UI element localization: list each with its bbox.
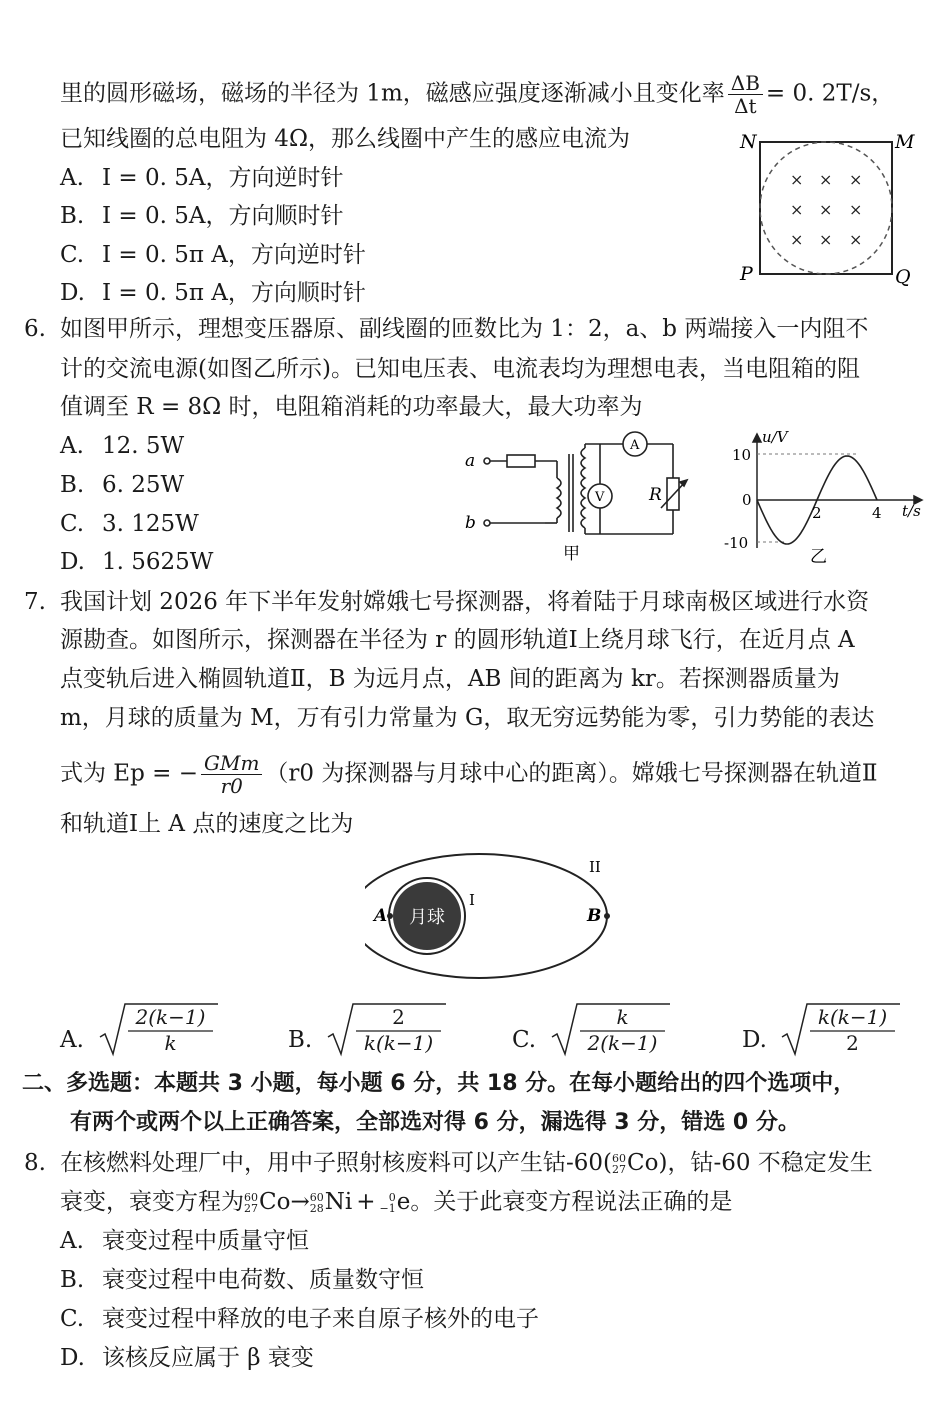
label-p: P xyxy=(740,263,753,285)
graph-caption: 乙 xyxy=(810,547,827,567)
y-tick-neg10: -10 xyxy=(724,534,749,552)
svg-text:×: × xyxy=(849,230,863,249)
q5-option-b[interactable]: B. I = 0. 5A，方向顺时针 xyxy=(60,203,344,229)
q7-line6: 和轨道Ⅰ上 A 点的速度之比为 xyxy=(60,811,354,837)
q8-number: 8. xyxy=(24,1150,46,1176)
svg-text:×: × xyxy=(790,230,804,249)
orbit-figure xyxy=(365,850,625,990)
moon-label: 月球 xyxy=(409,907,445,928)
q7-line3: 点变轨后进入椭圆轨道Ⅱ，B 为远月点，AB 间的距离为 kr。若探测器质量为 xyxy=(60,666,840,692)
point-b-label: B xyxy=(587,906,602,926)
q7-line1: 我国计划 2026 年下半年发射嫦娥七号探测器，将着陆于月球南极区域进行水资 xyxy=(60,589,870,615)
section2-heading-line1: 二、多选题：本题共 3 小题，每小题 6 分，共 18 分。在每小题给出的四个选项中， xyxy=(22,1071,856,1096)
q5-option-a[interactable]: A. I = 0. 5A，方向逆时针 xyxy=(60,165,344,191)
svg-text:×: × xyxy=(790,170,804,189)
circuit-caption: 甲 xyxy=(563,544,580,564)
terminal-b-label: b xyxy=(465,513,476,533)
q8-option-b[interactable]: B. 衰变过程中电荷数、质量数守恒 xyxy=(60,1267,424,1293)
field-crosses xyxy=(790,170,862,249)
q8-option-c[interactable]: C. 衰变过程中释放的电子来自原子核外的电子 xyxy=(60,1306,539,1332)
electron-particle: 0 −1 e xyxy=(379,1189,411,1215)
svg-text:×: × xyxy=(849,200,863,219)
coil-field-figure xyxy=(735,128,915,288)
rate-fraction: $\frac{\Delta B}{\Delta t}$ xyxy=(728,72,763,117)
y-tick-10: 10 xyxy=(732,446,752,464)
nickel-nuclide: 60 28 Ni xyxy=(309,1189,353,1215)
ep-fraction: $\frac{\text{GMm}}{r0}$ xyxy=(201,752,262,797)
x-axis-label: t/s xyxy=(902,502,921,520)
q5-option-d[interactable]: D. I = 0. 5π A，方向顺时针 xyxy=(60,280,366,306)
cobalt-nuclide: 60 27 Co xyxy=(612,1150,659,1176)
label-n: N xyxy=(740,131,757,153)
secondary-coil xyxy=(581,448,585,528)
q6-line1: 如图甲所示，理想变压器原、副线圈的匝数比为 1：2，a、b 两端接入一内阻不 xyxy=(60,316,869,342)
label-m: M xyxy=(895,131,915,153)
ammeter-label: A xyxy=(630,438,640,453)
x-tick-2: 2 xyxy=(812,504,822,522)
point-a-label: A xyxy=(374,906,388,926)
primary-resistor xyxy=(507,455,535,467)
label-q: Q xyxy=(895,266,911,288)
point-a xyxy=(387,913,393,919)
orbit-ii-label: II xyxy=(589,858,601,876)
svg-text:×: × xyxy=(819,170,833,189)
q6-line3: 值调至 R = 8Ω 时，电阻箱消耗的功率最大，最大功率为 xyxy=(60,394,643,420)
q6-option-d[interactable]: D. 1. 5625W xyxy=(60,549,214,575)
svg-text:×: × xyxy=(790,200,804,219)
transformer-circuit-figure xyxy=(465,428,700,568)
q7-line2: 源勘查。如图所示，探测器在半径为 r 的圆形轨道Ⅰ上绕月球飞行，在近月点 A xyxy=(60,627,855,653)
q5-option-c[interactable]: C. I = 0. 5π A，方向逆时针 xyxy=(60,242,366,268)
q6-option-b[interactable]: B. 6. 25W xyxy=(60,472,185,498)
q8-option-a[interactable]: A. 衰变过程中质量守恒 xyxy=(60,1228,309,1254)
q6-line2: 计的交流电源(如图乙所示)。已知电压表、电流表均为理想电表，当电阻箱的阻 xyxy=(60,356,860,382)
q6-option-c[interactable]: C. 3. 125W xyxy=(60,511,199,537)
svg-text:×: × xyxy=(849,170,863,189)
voltage-waveform-graph xyxy=(722,428,932,568)
q5-line2: 已知线圈的总电阻为 4Ω，那么线圈中产生的感应电流为 xyxy=(60,126,631,152)
q8-line2: 衰变，衰变方程为 60 27 Co→ 60 28 Ni + 0 −1 e。关于此衰变方程说法正确的是 xyxy=(60,1189,733,1215)
q6-option-a[interactable]: A. 12. 5W xyxy=(60,433,185,459)
orbit-i-label: I xyxy=(469,891,475,909)
y-tick-0: 0 xyxy=(742,491,752,509)
q7-line4: m，月球的质量为 M，万有引力常量为 G，取无穷远势能为零，引力势能的表达 xyxy=(60,705,875,731)
y-axis-label: u/V xyxy=(762,428,788,446)
svg-text:×: × xyxy=(819,200,833,219)
primary-coil xyxy=(557,478,561,518)
q7-line5: 式为 Ep = − $\frac{\text{GMm}}{r0}$ （r0 为探测器与月球中心的距离）。嫦娥七号探测器在轨道Ⅱ xyxy=(60,751,878,798)
q5-line1: 里的圆形磁场，磁场的半径为 1m，磁感应强度逐渐减小且变化率 $\frac{\Delta B}{\Delta t}$ = 0. 2T/s， xyxy=(60,71,895,118)
voltmeter-label: V xyxy=(595,490,605,505)
q7-number: 7. xyxy=(24,589,46,615)
cobalt-nuclide-eq: 60 27 Co xyxy=(244,1189,291,1215)
q8-option-d[interactable]: D. 该核反应属于 β 衰变 xyxy=(60,1345,314,1371)
x-tick-4: 4 xyxy=(872,504,882,522)
point-b xyxy=(604,913,610,919)
q6-number: 6. xyxy=(24,316,46,342)
resistor-label: R xyxy=(649,485,662,505)
q8-line1: 在核燃料处理厂中，用中子照射核废料可以产生钴-60( 60 27 Co)，钴-60 不稳定发生 xyxy=(60,1150,873,1176)
svg-text:×: × xyxy=(819,230,833,249)
section2-heading-line2: 有两个或两个以上正确答案，全部选对得 6 分，漏选得 3 分，错选 0 分。 xyxy=(70,1110,800,1135)
terminal-a-label: a xyxy=(465,451,476,471)
